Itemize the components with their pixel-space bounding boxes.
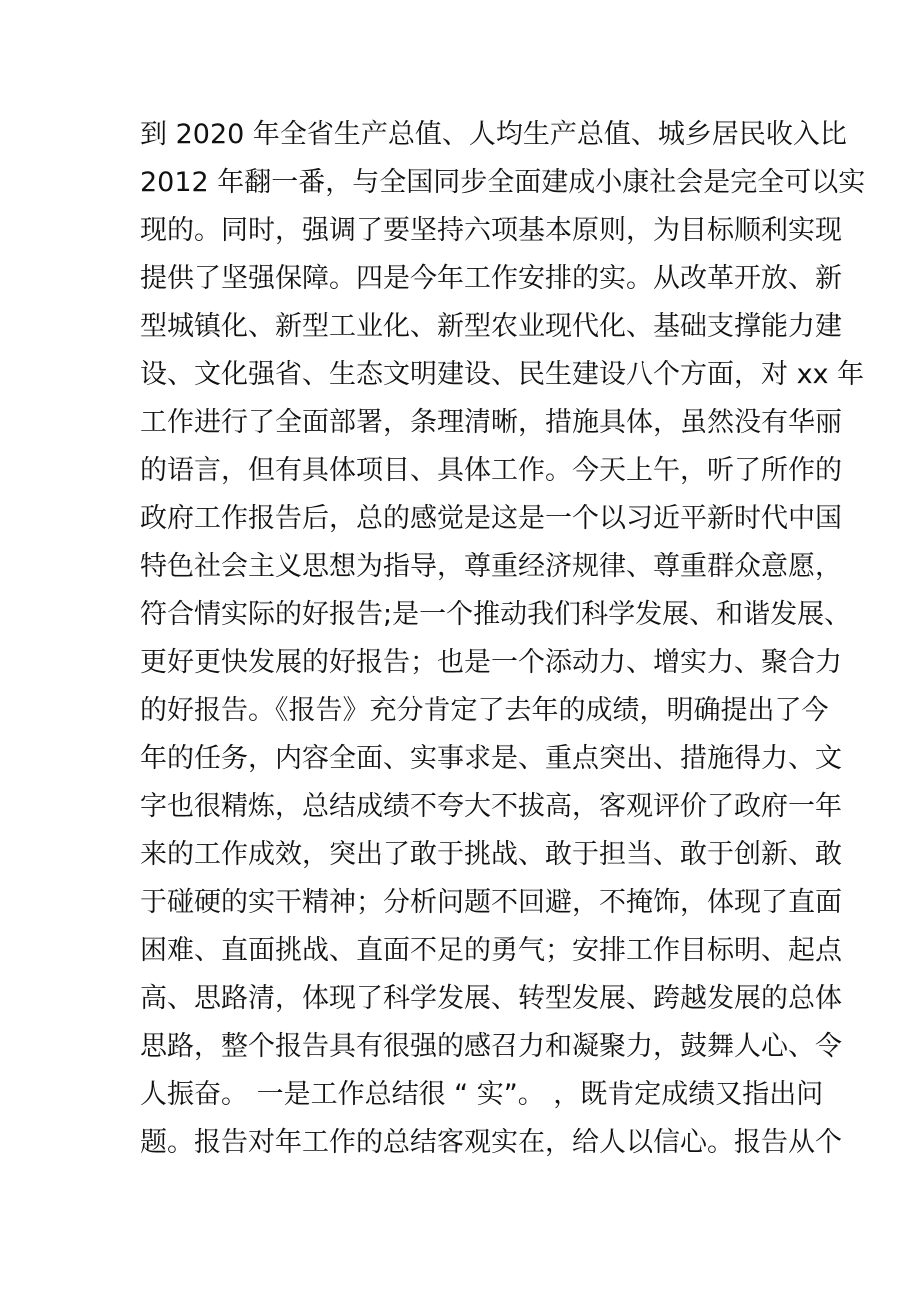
text-line: 人振奋。 一是工作总结很 “ 实”。 ，既肯定成绩又指出问 xyxy=(140,1079,824,1110)
text-line: 的好报告。《报告》充分肯定了去年的成绩，明确提出了今 xyxy=(140,695,829,726)
text-line: 更好更快发展的好报告；也是一个添动力、增实力、聚合力 xyxy=(140,647,842,678)
text-line: 特色社会主义思想为指导，尊重经济规律、尊重群众意愿， xyxy=(140,551,842,582)
text-line: 到 2020 年全省生产总值、人均生产总值、城乡居民收入比 xyxy=(140,119,847,150)
text-line: 现的。同时，强调了要坚持六项基本原则，为目标顺利实现 xyxy=(140,215,842,246)
text-line: 型城镇化、新型工业化、新型农业现代化、基础支撑能力建 xyxy=(140,311,842,342)
text-line: 提供了坚强保障。四是今年工作安排的实。从改革开放、新 xyxy=(140,263,842,294)
text-line: 字也很精炼，总结成绩不夸大不拔高，客观评价了政府一年 xyxy=(140,791,842,822)
text-line: 于碰硬的实干精神；分析问题不回避，不掩饰，体现了直面 xyxy=(140,887,842,918)
text-line: 来的工作成效，突出了敢于挑战、敢于担当、敢于创新、敢 xyxy=(140,839,842,870)
text-line: 年的任务，内容全面、实事求是、重点突出、措施得力、文 xyxy=(140,743,842,774)
text-line: 2012 年翻一番，与全国同步全面建成小康社会是完全可以实 xyxy=(140,167,866,198)
text-line: 工作进行了全面部署，条理清晰，措施具体，虽然没有华丽 xyxy=(140,407,842,438)
text-line: 思路，整个报告具有很强的感召力和凝聚力，鼓舞人心、令 xyxy=(140,1031,842,1062)
text-line: 高、思路清，体现了科学发展、转型发展、跨越发展的总体 xyxy=(140,983,842,1014)
body-text xyxy=(140,111,866,1167)
text-line: 困难、直面挑战、直面不足的勇气；安排工作目标明、起点 xyxy=(140,935,842,966)
text-line: 符合情实际的好报告;是一个推动我们科学发展、和谐发展、 xyxy=(140,599,852,630)
text-line: 题。报告对年工作的总结客观实在，给人以信心。报告从个 xyxy=(140,1127,842,1158)
text-line: 设、文化强省、生态文明建设、民生建设八个方面，对 xx 年 xyxy=(140,359,865,390)
text-line: 的语言，但有具体项目、具体工作。今天上午，听了所作的 xyxy=(140,455,842,486)
text-line: 政府工作报告后，总的感觉是这是一个以习近平新时代中国 xyxy=(140,503,842,534)
